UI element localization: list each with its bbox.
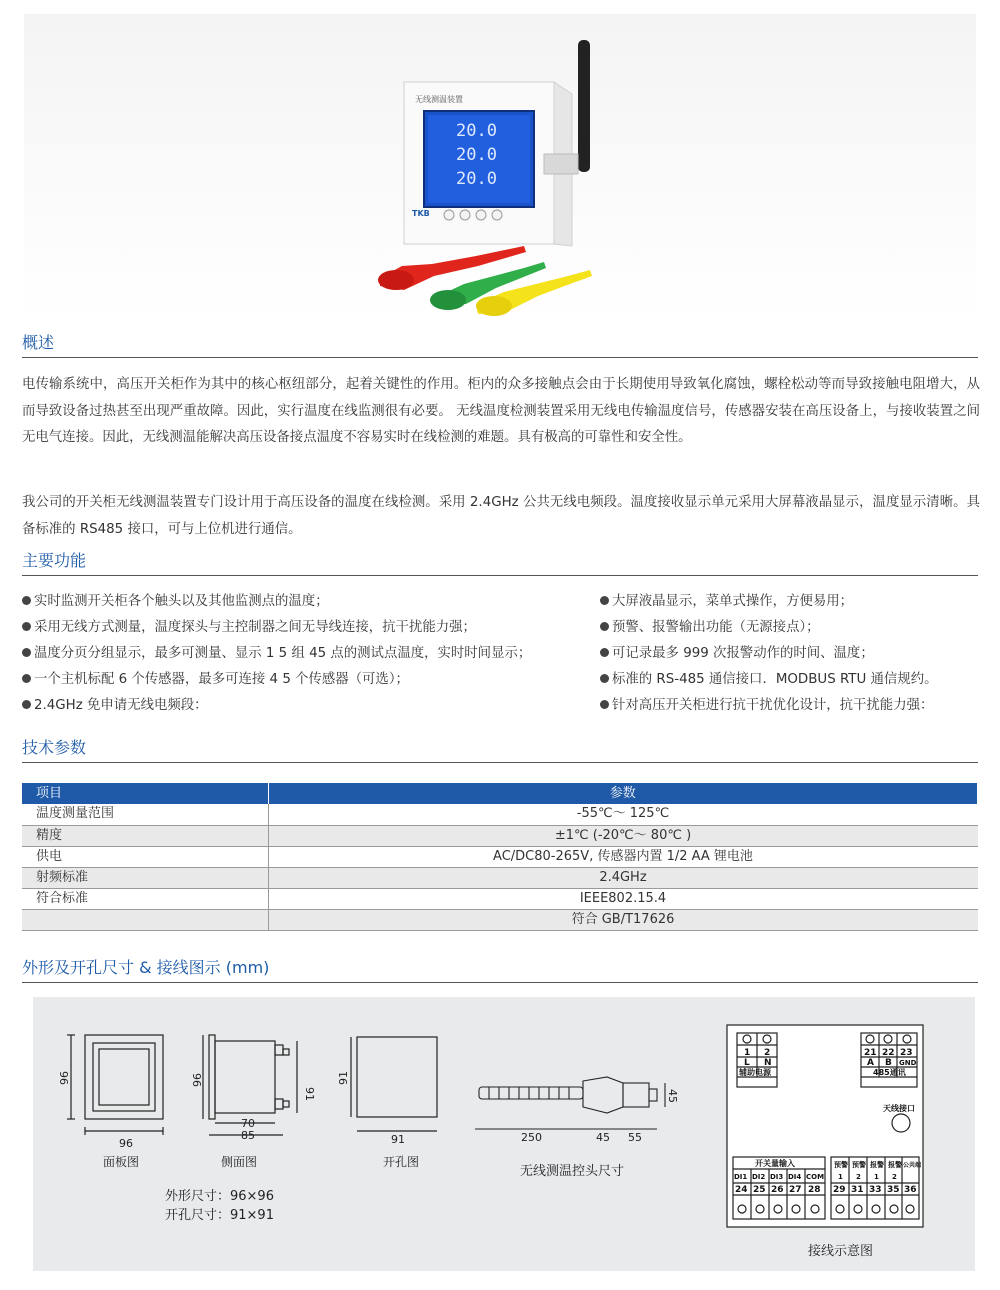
dimensions-title: 外形及开孔尺寸 & 接线图示 (mm) <box>22 958 978 983</box>
alarm-label-2: 预警 <box>852 1161 866 1169</box>
com-num-23: 23 <box>900 1048 913 1058</box>
table-row: 射频标准 2.4GHz <box>22 867 978 888</box>
probe-45b-label: 45 <box>666 1089 679 1103</box>
cutout-size-text: 开孔尺寸：91×91 <box>165 1208 274 1223</box>
switch-num-28: 28 <box>808 1185 821 1195</box>
overview-paragraph-1: 电传输系统中，高压开关柜作为其中的核心枢纽部分，起着关键性的作用。柜内的众多接触点会由于长期使用导致氧化腐蚀，螺栓松动等而导致接触电阻增大，从而导致设备过热甚至出现严重故障。因此，实行温度在线监测很有必要。 无线温度检测装置采用无线电传输温度信号，传感器安装在高压设备上，与接收装置之间无电气连接。因此，无线测温能解决高压设备接点温度不容易实时在线检测的难题。具有极高的可靠性和安全性。 <box>22 377 980 445</box>
bullet-icon <box>22 674 31 683</box>
table-row: 温度测量范围 -55℃～ 125℃ <box>22 804 978 825</box>
alarm-sub-4: 2 <box>892 1173 897 1181</box>
antenna-icon <box>578 40 590 172</box>
antenna-label: 天线接口 <box>883 1104 915 1113</box>
spec-header-item: 项目 <box>22 783 268 804</box>
overview-title: 概述 <box>22 333 978 358</box>
lcd-reading-2: 20.0 <box>456 145 497 165</box>
com-letter-b: B <box>885 1058 892 1068</box>
cutout-width-label: 91 <box>391 1133 405 1146</box>
bullet-icon <box>22 622 31 631</box>
overview-paragraph-2: 我公司的开关柜无线测温装置专门设计用于高压设备的温度在线检测。采用 2.4GHz 公共无线电频段。温度接收显示单元采用大屏幕液晶显示，温度显示清晰。具备标准的 RS485 接口，可与上位机进行通信。 <box>22 495 980 537</box>
alarm-num-36: 36 <box>904 1185 917 1195</box>
switch-code-2: DI2 <box>752 1173 766 1181</box>
functions-title: 主要功能 <box>22 551 978 576</box>
device-label: 无线测温装置 <box>415 95 463 104</box>
aux-label: 辅助电源 <box>739 1068 771 1077</box>
com-num-22: 22 <box>882 1048 895 1058</box>
dimension-panel <box>33 997 975 1271</box>
bullet-icon <box>600 596 609 605</box>
feature-column-right <box>600 589 980 719</box>
feature-item: 预警、报警输出功能（无源接点）； <box>600 615 980 641</box>
switch-num-24: 24 <box>735 1185 748 1195</box>
alarm-sub-3: 1 <box>874 1173 879 1181</box>
cutout-caption: 开孔图 <box>383 1155 420 1169</box>
switch-code-4: DI4 <box>788 1173 802 1181</box>
product-photo <box>24 14 976 319</box>
feature-item: 一个主机标配 6 个传感器，最多可连接 4 5 个传感器（可选）； <box>22 667 602 693</box>
product-illustration <box>24 14 976 319</box>
switch-num-27: 27 <box>789 1185 802 1195</box>
spec-header-param: 参数 <box>268 783 978 804</box>
spec-header-row <box>22 783 978 804</box>
com-label: 485通讯 <box>873 1068 906 1077</box>
probe-caption: 无线测温控头尺寸 <box>520 1164 625 1179</box>
aux-num-1: 1 <box>744 1048 751 1058</box>
dimension-drawings <box>33 997 975 1271</box>
probe-45-label: 45 <box>596 1131 610 1144</box>
switch-label: 开关量输入 <box>755 1159 795 1168</box>
probe-drawing <box>475 1077 665 1129</box>
feature-item: 针对高压开关柜进行抗干扰优化设计，抗干扰能力强： <box>600 693 980 719</box>
brand-mark: TKB <box>412 209 430 218</box>
feature-column-left <box>22 589 602 719</box>
alarm-label-3: 报警 <box>870 1161 884 1169</box>
feature-item: 大屏液晶显示，菜单式操作，方便易用； <box>600 589 980 615</box>
probe-55-label: 55 <box>628 1131 642 1144</box>
outer-size-text: 外形尺寸：96×96 <box>165 1189 274 1204</box>
switch-code-com: COM <box>806 1173 825 1181</box>
panel-caption: 面板图 <box>103 1155 140 1169</box>
bullet-icon <box>22 700 31 709</box>
probe-250-label: 250 <box>521 1131 542 1144</box>
com-letter-gnd: GND <box>899 1059 917 1067</box>
cutout-view-drawing <box>351 1037 437 1131</box>
bullet-icon <box>600 700 609 709</box>
feature-item: 采用无线方式测量，温度探头与主控制器之间无导线连接，抗干扰能力强； <box>22 615 602 641</box>
com-letter-a: A <box>867 1058 874 1068</box>
switch-code-3: DI3 <box>770 1173 784 1181</box>
alarm-num-35: 35 <box>887 1185 900 1195</box>
switch-code-1: DI1 <box>734 1173 748 1181</box>
com-num-21: 21 <box>864 1048 877 1058</box>
feature-item: 实时监测开关柜各个触头以及其他监测点的温度； <box>22 589 602 615</box>
lcd-reading-3: 20.0 <box>456 169 497 189</box>
table-row: 符合 GB/T17626 <box>22 909 978 930</box>
alarm-label-5: 公共端 <box>903 1162 922 1169</box>
alarm-sub-1: 1 <box>838 1173 843 1181</box>
alarm-num-31: 31 <box>851 1185 864 1195</box>
alarm-label-1: 预警 <box>834 1161 848 1169</box>
alarm-sub-2: 2 <box>856 1173 861 1181</box>
panel-view-drawing <box>67 1035 163 1135</box>
bullet-icon <box>22 648 31 657</box>
switch-num-25: 25 <box>753 1185 766 1195</box>
bullet-icon <box>600 648 609 657</box>
side-depth-85: 85 <box>241 1129 255 1142</box>
spec-table <box>22 783 978 931</box>
panel-height-label: 96 <box>58 1071 71 1085</box>
feature-item: 可记录最多 999 次报警动作的时间、温度； <box>600 641 980 667</box>
alarm-num-29: 29 <box>833 1185 846 1195</box>
side-inner-label: 91 <box>303 1087 316 1101</box>
table-row: 符合标准 IEEE802.15.4 <box>22 888 978 909</box>
feature-item: 温度分页分组显示，最多可测量、显示 1 5 组 45 点的测试点温度，实时时间显示； <box>22 641 602 667</box>
wiring-caption: 接线示意图 <box>808 1244 874 1259</box>
bullet-icon <box>22 596 31 605</box>
panel-width-label: 96 <box>119 1137 133 1150</box>
feature-item: 标准的 RS-485 通信接口．MODBUS RTU 通信规约。 <box>600 667 980 693</box>
aux-letter-l: L <box>744 1058 750 1068</box>
alarm-label-4: 报警 <box>888 1161 902 1169</box>
table-row: 供电 AC/DC80-265V, 传感器内置 1/2 AA 锂电池 <box>22 846 978 867</box>
side-caption: 侧面图 <box>221 1155 258 1169</box>
feature-item: 2.4GHz 免申请无线电频段： <box>22 693 602 719</box>
alarm-num-33: 33 <box>869 1185 882 1195</box>
aux-num-2: 2 <box>764 1048 771 1058</box>
bullet-icon <box>600 622 609 631</box>
cutout-height-label: 91 <box>337 1071 350 1085</box>
bullet-icon <box>600 674 609 683</box>
table-row: 精度 ±1℃ (-20℃～ 80℃ ) <box>22 825 978 846</box>
switch-num-26: 26 <box>771 1185 784 1195</box>
specs-title: 技术参数 <box>22 738 978 763</box>
side-height-label: 96 <box>191 1073 204 1087</box>
side-depth-70: 70 <box>241 1117 255 1130</box>
aux-letter-n: N <box>764 1058 772 1068</box>
lcd-reading-1: 20.0 <box>456 121 497 141</box>
